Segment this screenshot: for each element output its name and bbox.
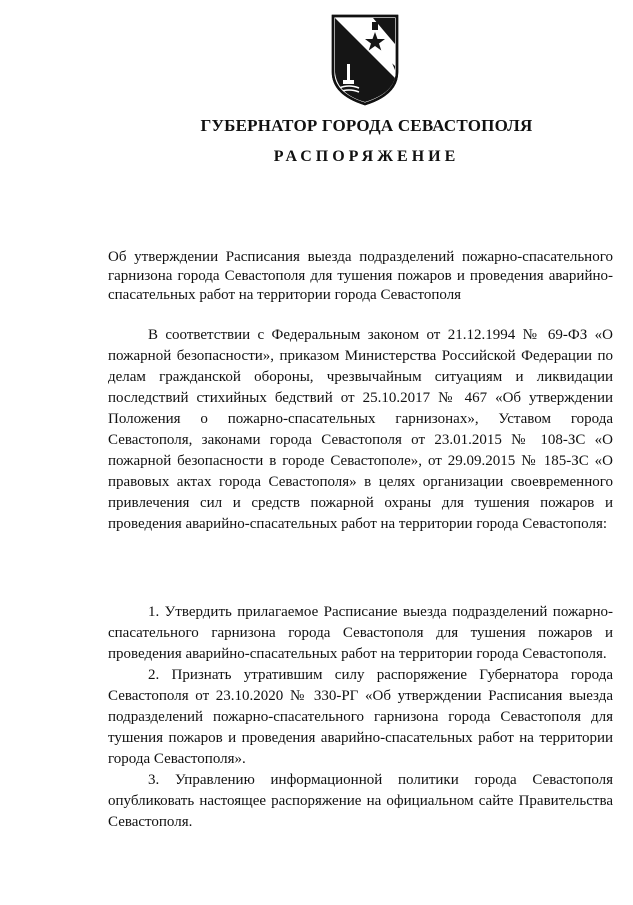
document-subject: Об утверждении Расписания выезда подразделений пожарно-спасательного гарнизона города Севастополя для тушения пожаров и проведения аварийно-спасательных работ на территории города Севастополя [108,249,613,303]
document-type: РАСПОРЯЖЕНИЕ [273,148,460,165]
preamble [108,325,613,535]
order-item: 1. Утвердить прилагаемое Расписание выезда подразделений пожарно-спасательного гарнизона города Севастополя для тушения пожаров и проведения аварийно-спасательных работ на территории города Севастополя. [108,604,613,662]
sevastopol-coat-of-arms-icon [329,14,401,106]
order-item: 2. Признать утратившим силу распоряжение Губернатора города Севастополя от 23.10.2020 № 330-РГ «Об утверждении Расписания выезда подразделений пожарно-спасательного гарнизона города Севастополя для тушения пожаров и проведения аварийно-спасательных работ на территории города Севастополя». [108,667,613,767]
order-item: 3. Управлению информационной политики города Севастополя опубликовать настоящее распоряжение на официальном сайте Правительства Севастополя. [108,772,613,830]
issuing-authority: ГУБЕРНАТОР ГОРОДА СЕВАСТОПОЛЯ [200,116,533,135]
preamble-text: В соответствии с Федеральным законом от 21.12.1994 № 69-ФЗ «О пожарной безопасности», приказом Министерства Российской Федерации по делам гражданской обороны, чрезвычайным ситуациям и ликвидации последствий стихийных бедствий от 25.10.2017 № 467 «Об утверждении Положения о пожарно-спасательных гарнизонах», Уставом города Севастополя, законами города Севастополя от 23.01.2015 № 108-ЗС «О пожарной безопасности в городе Севастополе», от 29.09.2015 № 185-ЗС «О правовых актах города Севастополя» в целях организации своевременного привлечения сил и средств пожарной охраны для тушения пожаров и проведения аварийно-спасательных работ на территории города Севастополя: [108,327,613,532]
order-items [108,602,613,833]
